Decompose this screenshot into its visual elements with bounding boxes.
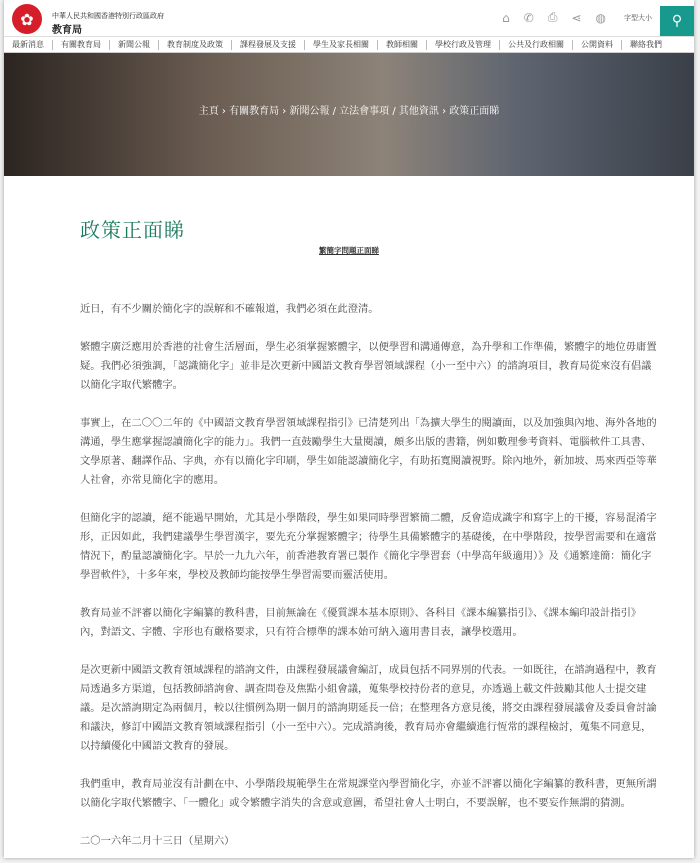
nav-item[interactable]: 課程發展及支援 — [232, 40, 305, 50]
breadcrumb-home[interactable]: 主頁 — [198, 106, 219, 117]
nav-item[interactable]: 學生及家長相關 — [305, 40, 378, 50]
home-icon[interactable]: ⌂ — [502, 10, 510, 25]
breadcrumb-press[interactable]: 新聞公報 / 立法會事項 / 其他資訊 — [289, 106, 439, 117]
breadcrumb-current: 政策正面睇 — [449, 106, 500, 117]
print-icon[interactable]: ⎙ — [547, 10, 558, 24]
share-icon[interactable]: ⋖ — [571, 10, 582, 25]
nav-item[interactable]: 聯絡我們 — [630, 39, 662, 49]
page — [4, 0, 694, 858]
hero-banner — [4, 53, 694, 176]
paragraph: 是次更新中國語文教育領域課程的諮詢文件，由課程發展議會編訂，成員包括不同界別的代表。一如既往，在諮詢過程中，教育局透過多方渠道，包括教師諮詢會、調查問卷及焦點小組會議，蒐集學校持份者的意見，亦透過上載文件鼓勵其他人士提交建議。是次諮詢期定為兩個月，較以往慣例為期一個月的諮詢期延長一倍；在整理各方意見後，將交由課程發展議會及委員會討論和議決，修訂中國語文教育領域課程指引（小一至中六）。完成諮詢後，教育局亦會繼續進行恆常的課程檢討，蒐集不同意見，以持續優化中國語文教育的發展。 — [80, 664, 657, 752]
nav-item[interactable]: 學校行政及管理 — [427, 40, 500, 50]
globe-icon[interactable]: ◍ — [595, 10, 606, 25]
paragraph: 我們重申，教育局並沒有計劃在中、小學階段規範學生在常規課堂內學習簡化字，亦並不評審以簡化字編纂的教科書，更無所謂以簡化字取代繁體字、「一體化」或令繁體字消失的含意或意圖，希望社會人士明白，不要誤解，也不要妄作無謂的猜測。 — [80, 778, 657, 809]
paragraph: 但簡化字的認讀，絕不能過早開始，尤其是小學階段，學生如果同時學習繁簡二體，反會造成識字和寫字上的干擾，容易混淆字形，正因如此，我們建議學生學習漢字，要先充分掌握繁體字；待學生具備繁體字的基礎後，在中學階段，按學習需要和在適當情況下，酌量認讀簡化字。早於一九九六年，前香港教育署已製作《簡化字學習套（中學高年級適用）》及《通繁達簡：簡化字學習軟件》，十多年來，學校及教師均能按學生學習需要而靈活使用。 — [80, 512, 657, 581]
hksar-logo-icon[interactable]: ✿ — [12, 4, 42, 34]
paragraph: 近日，有不少關於簡化字的誤解和不確報道，我們必須在此澄清。 — [80, 303, 379, 315]
gov-name: 中華人民共和國香港特別行政區政府 — [52, 12, 164, 20]
nav-item[interactable]: 有關教育局 — [53, 40, 110, 50]
paragraph: 繁體字廣泛應用於香港的社會生活層面，學生必須掌握繁體字，以便學習和溝通傳意，為升學和工作準備，繁體字的地位毋庸置疑。我們必須強調，「認識簡化字」並非是次更新中國語文教育學習領域課程（小一至中六）的諮詢項目，教育局從來沒有倡議以簡化字取代繁體字。 — [80, 341, 657, 391]
nav-item[interactable]: 最新消息 — [4, 40, 53, 50]
page-title: 政策正面睇 — [80, 218, 185, 242]
dept-name[interactable]: 教育局 — [52, 25, 82, 36]
nav-item[interactable]: 公共及行政相關 — [500, 40, 573, 50]
article-body — [80, 300, 658, 851]
font-size-button[interactable]: 字型大小 — [624, 13, 652, 22]
phone-icon[interactable]: ✆ — [523, 10, 534, 25]
subtitle-link[interactable]: 繁簡字問題正面睇 — [319, 246, 379, 255]
breadcrumb: 主頁 › 有關教育局 › 新聞公報 / 立法會事項 / 其他資訊 › 政策正面睇 — [198, 106, 500, 117]
nav-item[interactable]: 公開資料 — [573, 40, 622, 50]
paragraph: 事實上，在二〇〇二年的《中國語文教育學習領域課程指引》已清楚列出「為擴大學生的閱讀面，以及加強與內地、海外各地的溝通，學生應掌握認讀簡化字的能力」。我們一直鼓勵學生大量閱讀，頗多出版的書籍，例如數理參考資料、電腦軟件工具書、文學原著、翻譯作品、字典，亦有以簡化字印刷，學生如能認讀簡化字，有助拓寬閱讀視野。除內地外，新加坡、馬來西亞等華人社會，亦常見簡化字的應用。 — [80, 417, 657, 486]
search-button[interactable] — [660, 6, 694, 36]
nav-item[interactable]: 教師相關 — [378, 40, 427, 50]
paragraph: 教育局並不評審以簡化字編纂的教科書，目前無論在《優質課本基本原則》、各科目《課本編纂指引》、《課本編印設計指引》內，對語文、字體、字形也有嚴格要求，只有符合標準的課本始可納入適用書目表，讓學校選用。 — [80, 607, 642, 638]
main-nav — [4, 37, 694, 53]
breadcrumb-about[interactable]: 有關教育局 — [229, 106, 280, 117]
nav-item[interactable]: 新聞公報 — [110, 40, 159, 50]
site-header — [4, 0, 694, 37]
date: 二〇一六年二月十三日（星期六） — [80, 835, 235, 847]
search-icon: ⚲ — [671, 13, 683, 29]
nav-item[interactable]: 教育制度及政策 — [159, 40, 232, 50]
